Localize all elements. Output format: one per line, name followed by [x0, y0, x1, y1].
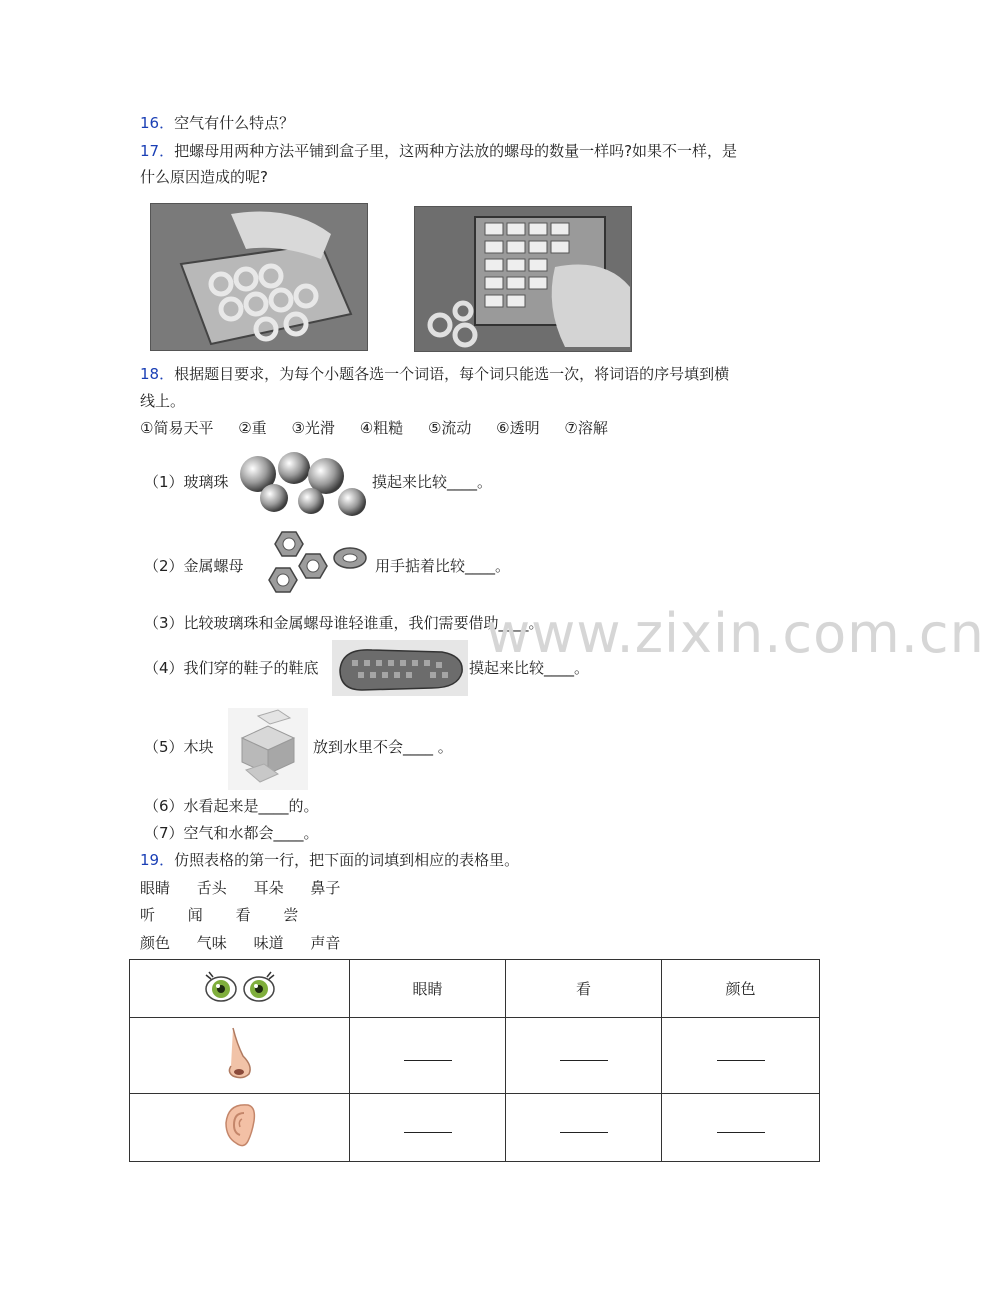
- word-row-1: [140, 878, 340, 898]
- header-perception: 颜色: [662, 960, 820, 1018]
- option: ⑤流动: [427, 419, 472, 437]
- item-2-suffix: 用手掂着比较____。: [375, 557, 511, 575]
- word: 闻: [187, 906, 203, 924]
- options-row: [140, 418, 608, 438]
- item-4-prefix: （4）我们穿的鞋子的鞋底: [144, 659, 319, 677]
- nose-cell: [130, 1018, 350, 1094]
- ear-cell: [130, 1094, 350, 1162]
- item-4-suffix: 摸起来比较____。: [469, 659, 590, 677]
- question-text: 仿照表格的第一行，把下面的词填到相应的表格里。: [174, 851, 520, 869]
- word: 鼻子: [310, 879, 341, 897]
- wood-blocks-image: [228, 708, 308, 790]
- blank-cell[interactable]: [506, 1094, 662, 1162]
- word: 听: [140, 906, 156, 924]
- item-5-prefix: （5）木块: [144, 738, 214, 756]
- word: 尝: [283, 906, 299, 924]
- word-row-2: [140, 905, 298, 925]
- question-number: 17．: [140, 142, 175, 160]
- word: 味道: [253, 934, 284, 952]
- question-number: 19．: [140, 851, 175, 869]
- answer-blank[interactable]: [717, 1118, 765, 1133]
- nuts-in-box-photo-2: [414, 206, 632, 352]
- blank-cell[interactable]: [662, 1018, 820, 1094]
- question-number: 16．: [140, 114, 175, 132]
- nose-icon: [223, 1026, 257, 1082]
- item-5-suffix: 放到水里不会____ 。: [313, 738, 453, 756]
- item-7: （7）空气和水都会____。: [144, 824, 319, 842]
- table-row: [130, 960, 820, 1018]
- question-17-line2: 什么原因造成的呢?: [140, 168, 268, 186]
- question-16: [140, 113, 294, 133]
- table-row: [130, 1094, 820, 1162]
- question-18: [140, 364, 729, 384]
- word-row-3: [140, 933, 340, 953]
- metal-nuts-image: [262, 528, 370, 600]
- answer-blank[interactable]: [560, 1118, 608, 1133]
- watermark: www.zixin.com.cn: [486, 602, 985, 665]
- option: ②重: [238, 419, 267, 437]
- answer-blank[interactable]: [404, 1118, 452, 1133]
- question-text: 把螺母用两种方法平铺到盒子里，这两种方法放的螺母的数量一样吗?如果不一样，是: [174, 142, 738, 160]
- header-action: 看: [506, 960, 662, 1018]
- answer-blank[interactable]: [717, 1046, 765, 1061]
- word: 颜色: [140, 934, 171, 952]
- question-17: [140, 141, 737, 161]
- question-18-line2: 线上。: [140, 392, 186, 410]
- word: 舌头: [196, 879, 227, 897]
- blank-cell[interactable]: [350, 1094, 506, 1162]
- question-text: 空气有什么特点？: [174, 114, 295, 132]
- item-6: （6）水看起来是____的。: [144, 797, 319, 815]
- word: 气味: [196, 934, 227, 952]
- eyes-icon: [203, 969, 277, 1005]
- option: ①简易天平: [140, 419, 214, 437]
- answer-blank[interactable]: [560, 1046, 608, 1061]
- question-text: 根据题目要求，为每个小题各选一个词语，每个词只能选一次，将词语的序号填到横: [174, 365, 730, 383]
- word: 声音: [310, 934, 341, 952]
- blank-cell[interactable]: [662, 1094, 820, 1162]
- eyes-cell: [130, 960, 350, 1018]
- item-1-suffix: 摸起来比较____。: [372, 473, 493, 491]
- option: ④粗糙: [359, 419, 404, 437]
- question-number: 18．: [140, 365, 175, 383]
- option: ⑦溶解: [564, 419, 608, 437]
- senses-table: [129, 959, 820, 1162]
- nuts-in-box-photo-1: [150, 203, 368, 351]
- header-organ: 眼睛: [350, 960, 506, 1018]
- shoe-sole-image: [332, 640, 468, 696]
- option: ⑥透明: [496, 419, 540, 437]
- word: 看: [235, 906, 251, 924]
- glass-marbles-image: [236, 446, 370, 518]
- blank-cell[interactable]: [506, 1018, 662, 1094]
- word: 眼睛: [140, 879, 171, 897]
- option: ③光滑: [291, 419, 335, 437]
- item-2-prefix: （2）金属螺母: [144, 557, 244, 575]
- item-1-prefix: （1）玻璃珠: [144, 473, 229, 491]
- table-row: [130, 1018, 820, 1094]
- item-3: （3）比较玻璃珠和金属螺母谁轻谁重，我们需要借助____。: [144, 614, 544, 632]
- answer-blank[interactable]: [404, 1046, 452, 1061]
- ear-icon: [222, 1101, 258, 1151]
- question-19: [140, 850, 519, 870]
- word: 耳朵: [253, 879, 284, 897]
- blank-cell[interactable]: [350, 1018, 506, 1094]
